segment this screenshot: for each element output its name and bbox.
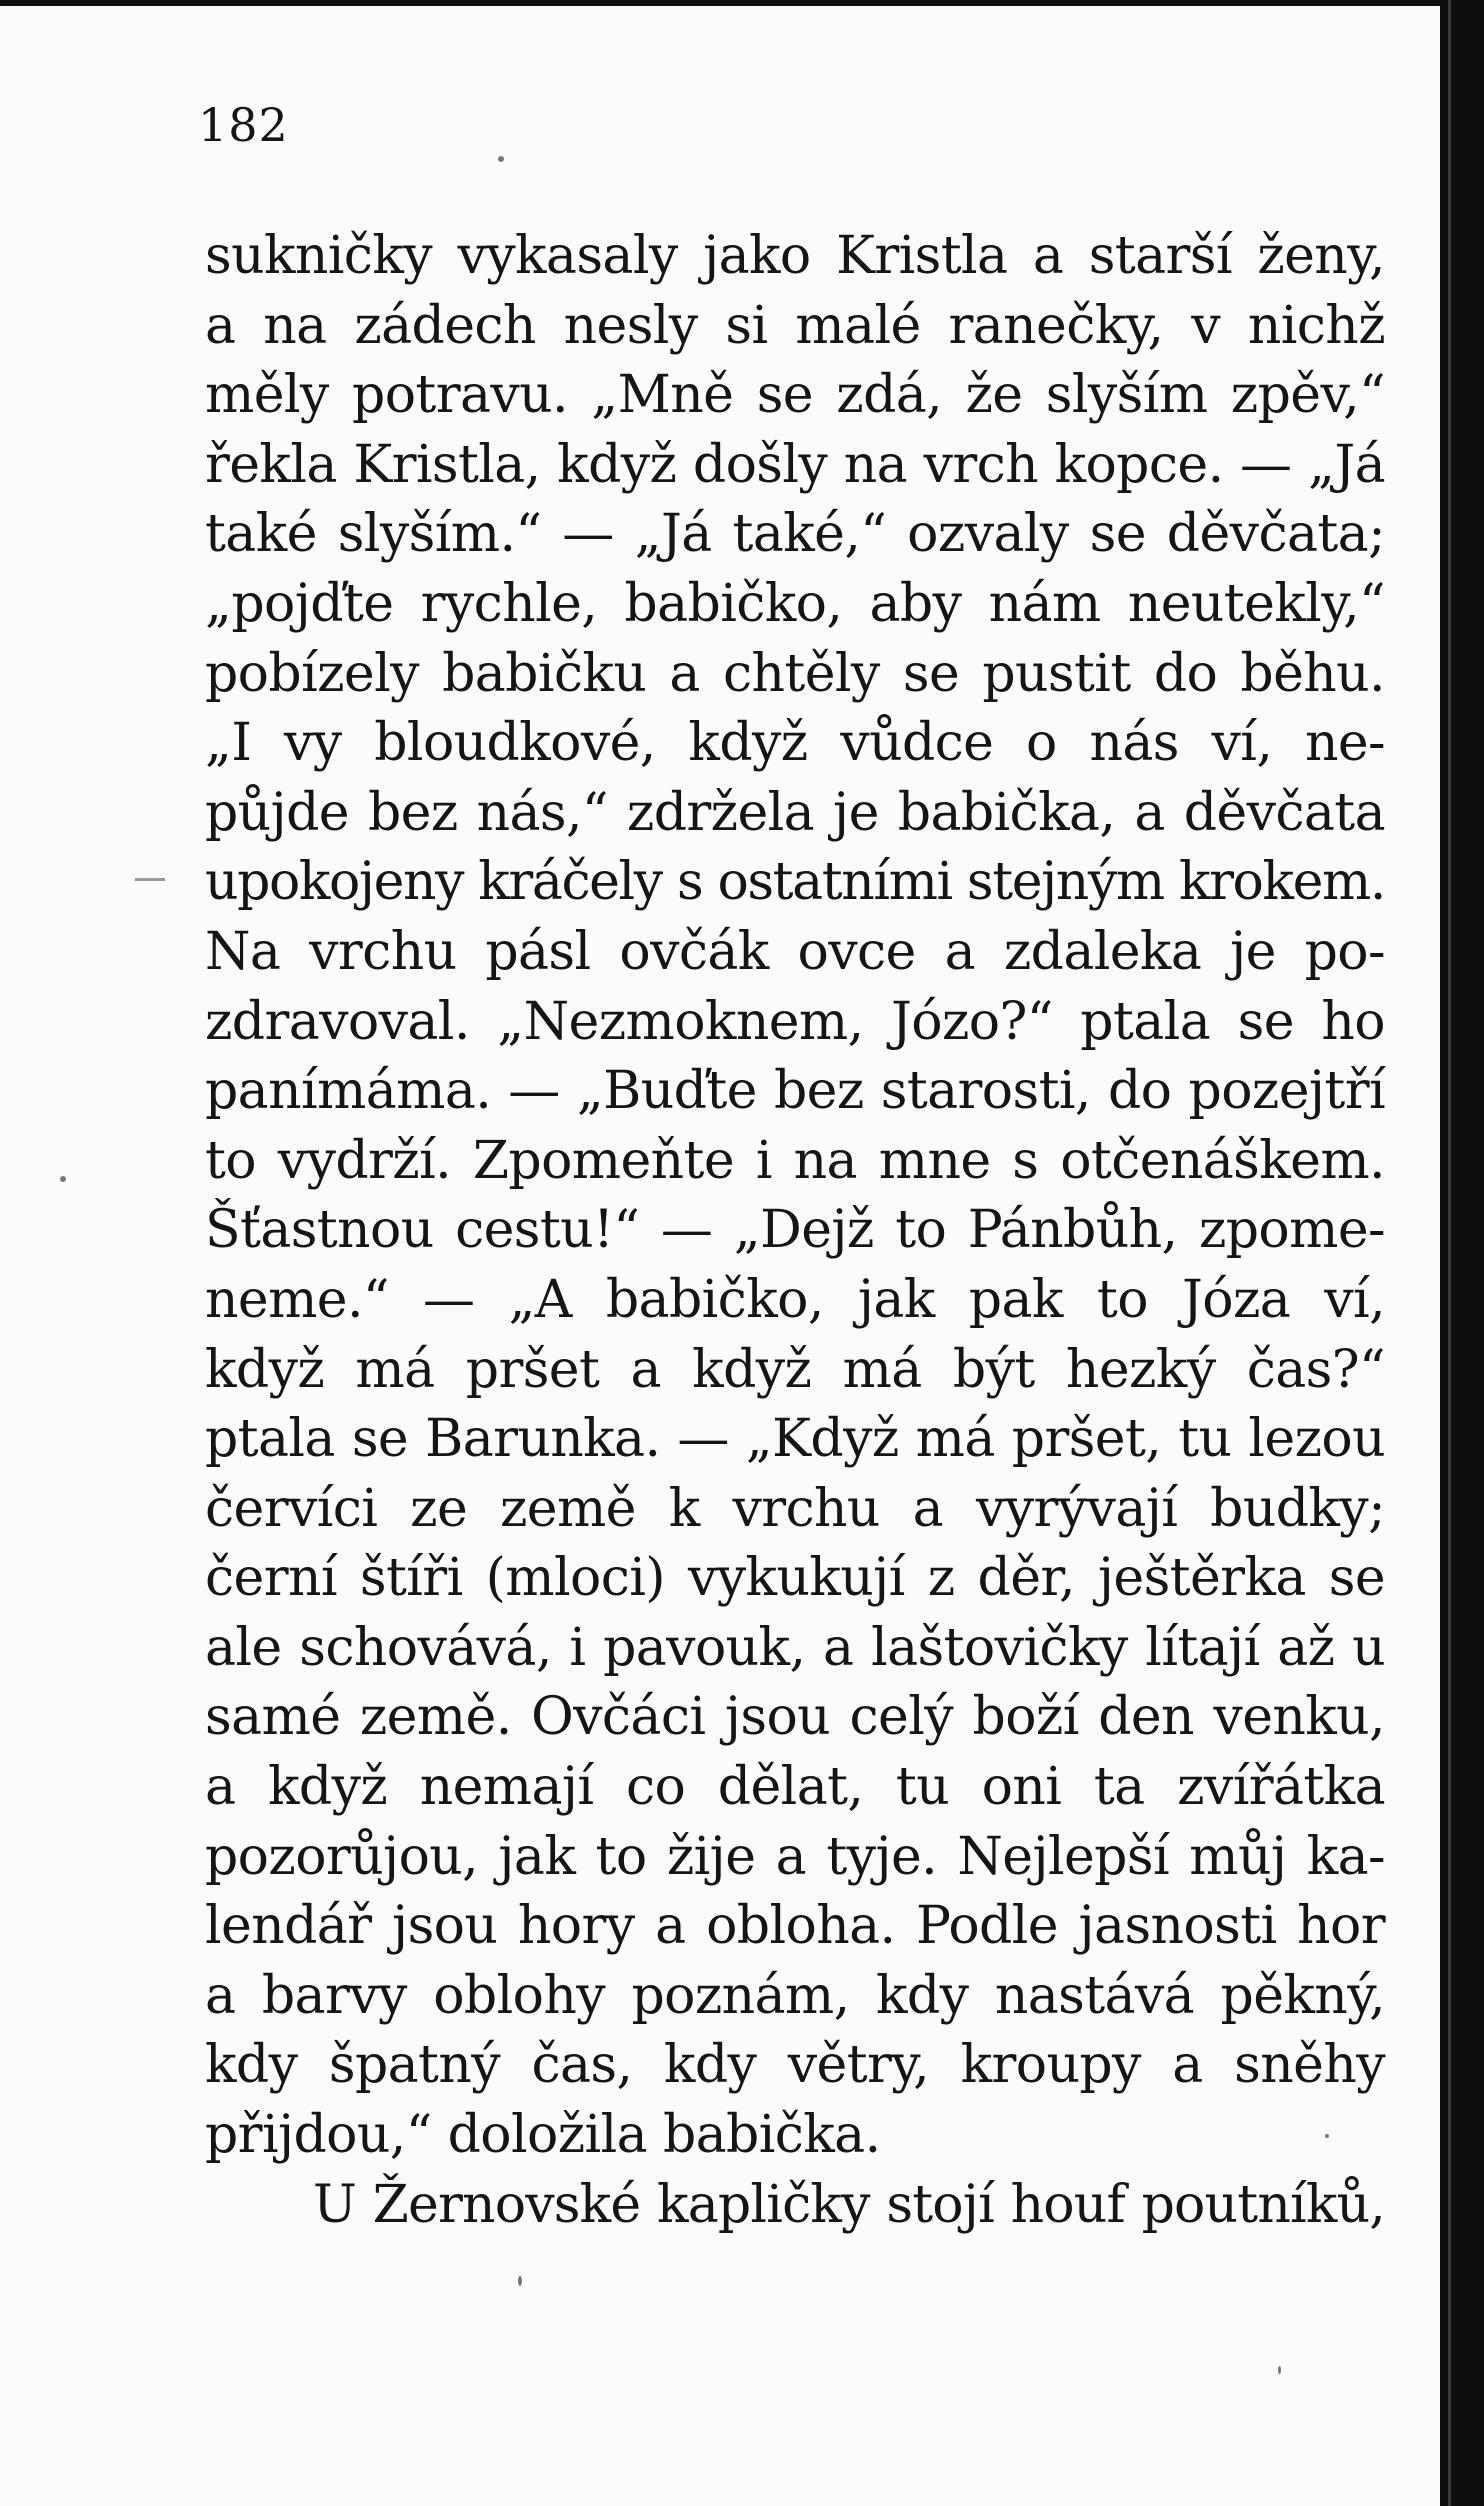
paper-speck bbox=[498, 156, 504, 162]
text-line-21: ale schovává, i pavouk, a laštovičky lítají až u bbox=[205, 1617, 1385, 1678]
text-line-25: lendář jsou hory a obloha. Podle jasnosti hor bbox=[205, 1896, 1385, 1957]
text-line-10: upokojeny kráčely s ostatními stejným krokem. bbox=[205, 852, 1385, 913]
text-line-17: když má pršet a když má být hezký čas?“ bbox=[205, 1339, 1385, 1400]
text-line-23: a když nemají co dělat, tu oni ta zvířátka bbox=[205, 1757, 1385, 1818]
text-line-29: U Žernovské kapličky stojí houf poutníků, bbox=[313, 2174, 1385, 2235]
text-line-13: panímáma. — „Buďte bez starosti, do pozejtří bbox=[205, 1061, 1385, 1122]
text-line-26: a barvy oblohy poznám, kdy nastává pěkný, bbox=[205, 1965, 1385, 2026]
text-line-22: samé země. Ovčáci jsou celý boží den venku, bbox=[205, 1687, 1385, 1748]
text-line-3: měly potravu. „Mně se zdá, že slyším zpěv,“ bbox=[205, 365, 1385, 426]
text-line-18: ptala se Barunka. — „Když má pršet, tu lezou bbox=[205, 1409, 1385, 1470]
text-line-16: neme.“ — „A babičko, jak pak to Józa ví, bbox=[205, 1269, 1385, 1330]
body-text bbox=[205, 222, 1385, 2240]
text-line-9: půjde bez nás,“ zdržela je babička, a děvčata bbox=[205, 782, 1385, 843]
page-number: 182 bbox=[198, 98, 289, 152]
scan-edge bbox=[1440, 0, 1484, 2506]
text-line-20: černí štíři (mloci) vykukují z děr, ještěrka se bbox=[205, 1548, 1385, 1609]
text-line-4: řekla Kristla, když došly na vrch kopce. — „Já bbox=[205, 434, 1385, 495]
text-line-14: to vydrží. Zpomeňte i na mne s otčenáškem. bbox=[205, 1130, 1385, 1191]
text-line-15: Šťastnou cestu!“ — „Dejž to Pánbůh, zpome- bbox=[205, 1200, 1385, 1261]
text-line-11: Na vrchu pásl ovčák ovce a zdaleka je po- bbox=[205, 921, 1385, 982]
text-line-28: přijdou,“ doložila babička. bbox=[205, 2105, 881, 2166]
text-line-2: a na zádech nesly si malé ranečky, v nichž bbox=[205, 295, 1385, 356]
text-line-27: kdy špatný čas, kdy větry, kroupy a sněhy bbox=[205, 2035, 1385, 2096]
text-line-8: „I vy bloudkové, když vůdce o nás ví, ne- bbox=[205, 713, 1385, 774]
paper-speck bbox=[518, 2276, 522, 2286]
paper-speck bbox=[60, 1176, 66, 1182]
text-line-5: také slyším.“ — „Já také,“ ozvaly se děvčata; bbox=[205, 504, 1385, 565]
text-line-24: pozorůjou, jak to žije a tyje. Nejlepší můj ka- bbox=[205, 1826, 1385, 1887]
margin-mark bbox=[135, 878, 165, 881]
text-line-7: pobízely babičku a chtěly se pustit do běhu. bbox=[205, 643, 1385, 704]
paper-speck bbox=[1325, 2134, 1329, 2138]
text-line-1: sukničky vykasaly jako Kristla a starší ženy, bbox=[205, 226, 1385, 286]
text-line-19: červíci ze země k vrchu a vyrývají budky; bbox=[205, 1478, 1385, 1539]
paper-speck bbox=[1278, 2366, 1281, 2374]
text-line-6: „pojďte rychle, babičko, aby nám neutekly,“ bbox=[205, 573, 1385, 634]
scan-edge-line bbox=[1448, 0, 1451, 2506]
text-line-12: zdravoval. „Nezmoknem, Józo?“ ptala se ho bbox=[205, 991, 1385, 1052]
